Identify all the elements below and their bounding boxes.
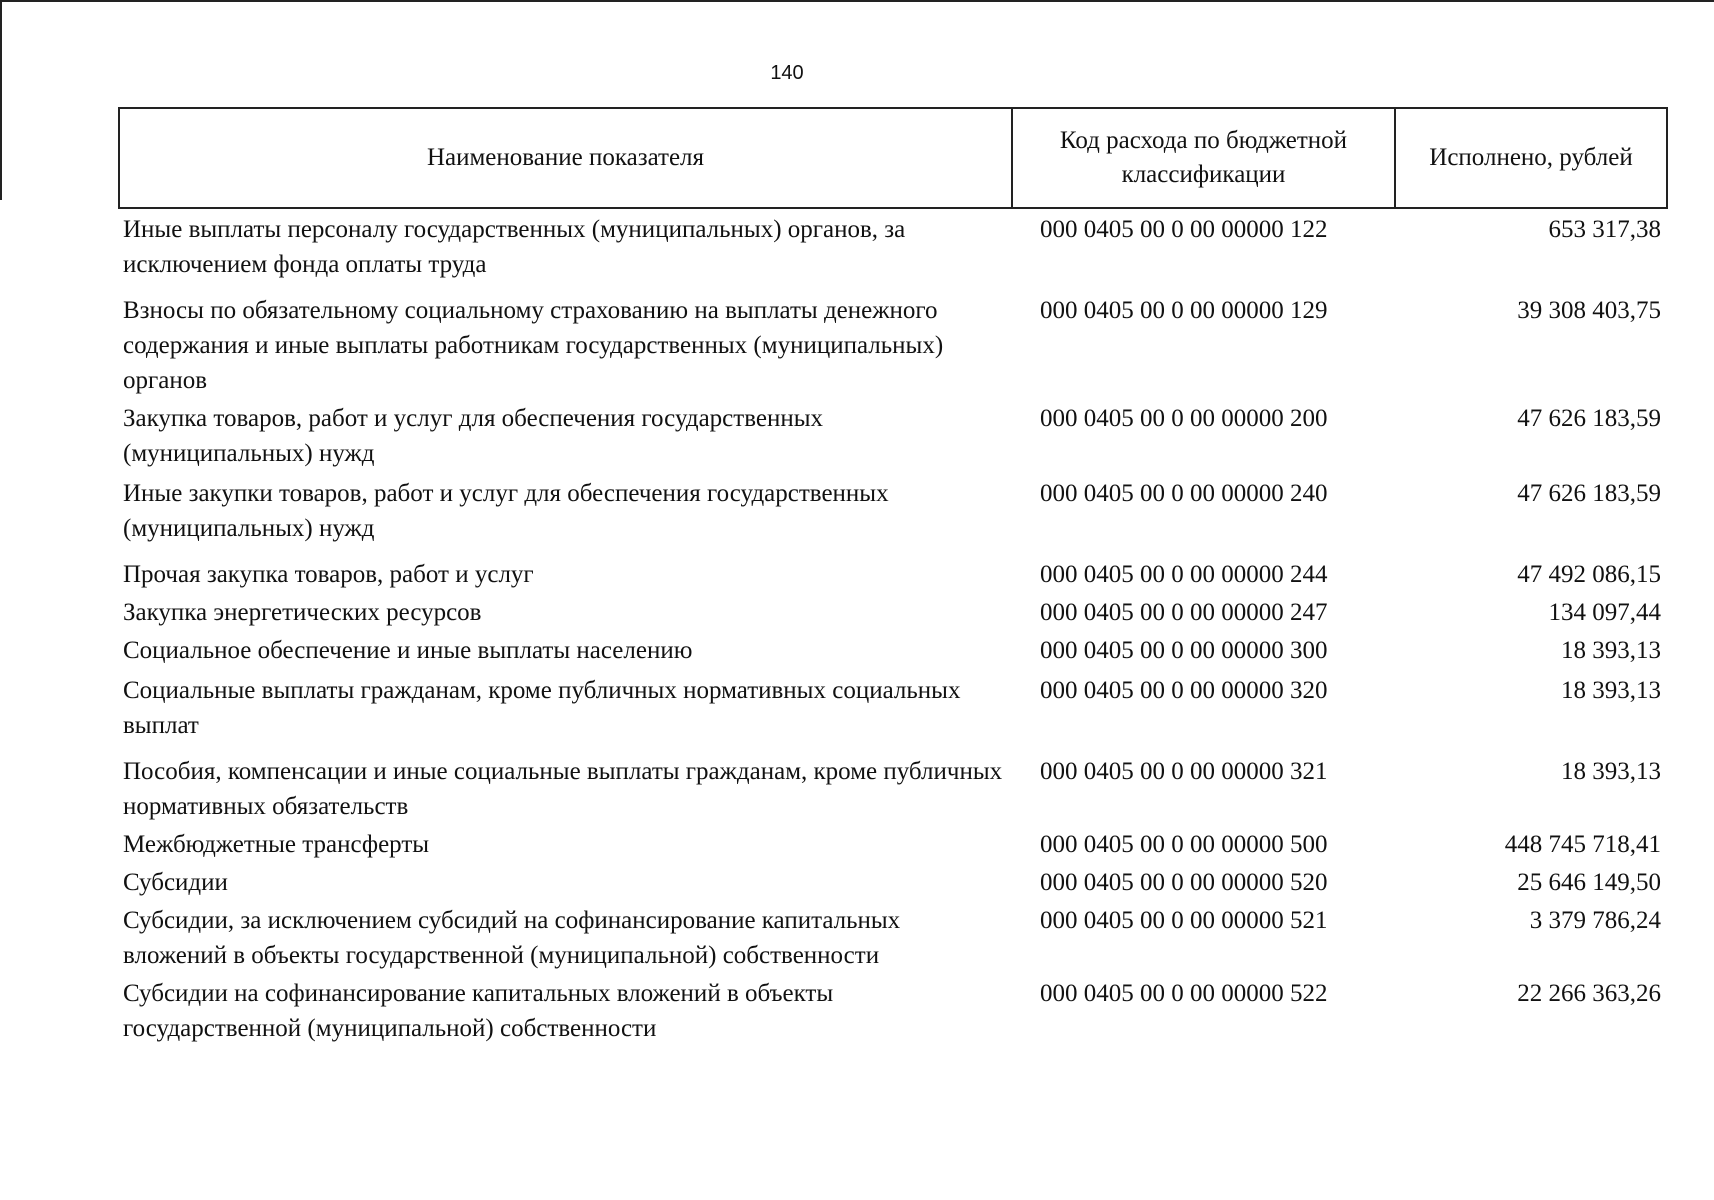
row-amount: 47 626 183,59 — [1517, 405, 1661, 432]
row-amount: 47 492 086,15 — [1517, 561, 1661, 588]
row-code: 000 0405 00 0 00 00000 200 — [1040, 405, 1328, 432]
table-header — [119, 108, 1667, 208]
table-row — [119, 400, 1667, 473]
row-code: 000 0405 00 0 00 00000 321 — [1040, 758, 1328, 785]
row-amount: 18 393,13 — [1561, 758, 1661, 785]
row-name: Межбюджетные трансферты — [123, 831, 430, 858]
table-row — [119, 473, 1667, 556]
row-amount: 39 308 403,75 — [1517, 297, 1661, 324]
page-left-border — [0, 0, 2, 200]
row-amount: 653 317,38 — [1548, 216, 1661, 243]
row-amount: 134 097,44 — [1548, 599, 1661, 626]
row-name: Субсидии, за исключением субсидий на софинансирование капитальных вложений в объекты государственной (муниципальной) собственности — [123, 907, 901, 969]
row-name: Социальные выплаты гражданам, кроме публичных нормативных социальных выплат — [123, 677, 961, 739]
row-name: Взносы по обязательному социальному страхованию на выплаты денежного содержания и иные выплаты работникам государственных (муниципальных) органов — [123, 297, 944, 394]
page-top-border — [0, 0, 1714, 2]
table-body — [119, 208, 1667, 1048]
row-amount: 18 393,13 — [1561, 677, 1661, 704]
row-name: Закупка энергетических ресурсов — [123, 599, 482, 626]
row-code: 000 0405 00 0 00 00000 244 — [1040, 561, 1328, 588]
row-name: Прочая закупка товаров, работ и услуг — [123, 561, 534, 588]
row-amount: 22 266 363,26 — [1517, 980, 1661, 1007]
table-row — [119, 826, 1667, 864]
row-code: 000 0405 00 0 00 00000 520 — [1040, 869, 1328, 896]
expenditure-table — [118, 107, 1668, 1048]
table-row — [119, 975, 1667, 1048]
row-name: Иные выплаты персоналу государственных (муниципальных) органов, за исключением фонда оплаты труда — [123, 216, 906, 278]
table-row — [119, 670, 1667, 753]
table-row — [119, 632, 1667, 670]
row-code: 000 0405 00 0 00 00000 522 — [1040, 980, 1328, 1007]
row-name: Пособия, компенсации и иные социальные выплаты гражданам, кроме публичных нормативных обязательств — [123, 758, 1003, 820]
row-amount: 25 646 149,50 — [1517, 869, 1661, 896]
row-code: 000 0405 00 0 00 00000 122 — [1040, 216, 1328, 243]
row-code: 000 0405 00 0 00 00000 320 — [1040, 677, 1328, 704]
row-code: 000 0405 00 0 00 00000 300 — [1040, 637, 1328, 664]
table-row — [119, 753, 1667, 826]
row-code: 000 0405 00 0 00 00000 129 — [1040, 297, 1328, 324]
row-code: 000 0405 00 0 00 00000 500 — [1040, 831, 1328, 858]
table-row — [119, 292, 1667, 400]
header-amount: Исполнено, рублей — [1395, 108, 1667, 208]
row-code: 000 0405 00 0 00 00000 521 — [1040, 907, 1328, 934]
row-amount: 448 745 718,41 — [1504, 831, 1661, 858]
row-name: Субсидии — [123, 869, 228, 896]
row-amount: 47 626 183,59 — [1517, 480, 1661, 507]
table-row — [119, 556, 1667, 594]
row-amount: 3 379 786,24 — [1529, 907, 1661, 934]
table-row — [119, 594, 1667, 632]
row-name: Субсидии на софинансирование капитальных вложений в объекты государственной (муниципальной) собственности — [123, 980, 834, 1042]
row-code: 000 0405 00 0 00 00000 247 — [1040, 599, 1328, 626]
table-row — [119, 864, 1667, 902]
table-row — [119, 902, 1667, 975]
page-number: 140 — [770, 62, 804, 84]
table-row — [119, 208, 1667, 292]
row-name: Закупка товаров, работ и услуг для обеспечения государственных (муниципальных) нужд — [123, 405, 824, 467]
row-name: Социальное обеспечение и иные выплаты населению — [123, 637, 693, 664]
header-code: Код расхода по бюджетной классификации — [1012, 108, 1395, 208]
row-name: Иные закупки товаров, работ и услуг для обеспечения государственных (муниципальных) нужд — [123, 480, 889, 542]
header-row — [119, 108, 1667, 208]
row-code: 000 0405 00 0 00 00000 240 — [1040, 480, 1328, 507]
header-name: Наименование показателя — [119, 108, 1012, 208]
row-amount: 18 393,13 — [1561, 637, 1661, 664]
